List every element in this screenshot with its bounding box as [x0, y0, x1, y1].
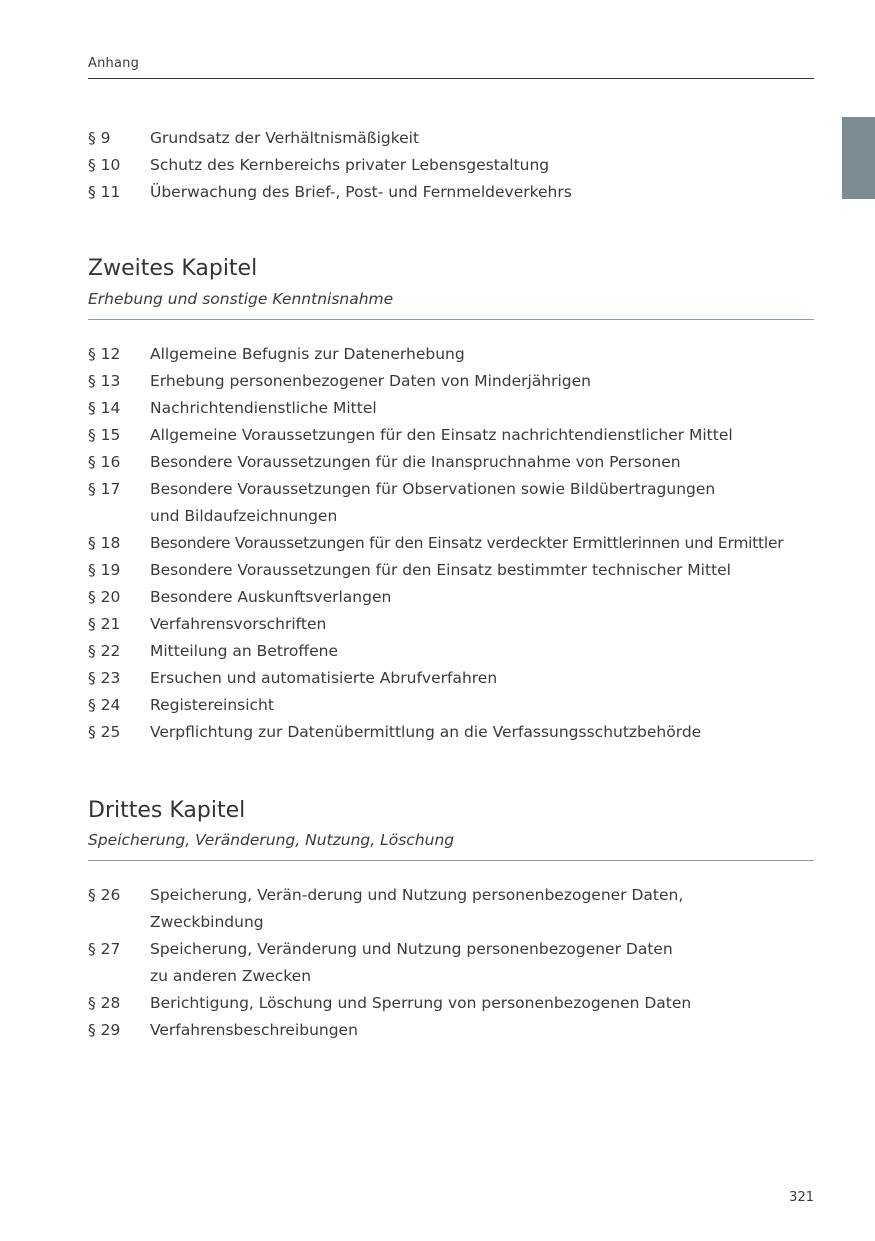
- toc-item-line: Verfahrensvorschriften: [150, 615, 327, 633]
- toc-item-number: § 9: [88, 129, 111, 147]
- toc-item: [88, 1017, 814, 1044]
- toc-item-number: § 17: [88, 480, 121, 498]
- toc-item-text: [150, 125, 814, 152]
- toc-item-text: [150, 882, 814, 936]
- toc-item-number: § 18: [88, 534, 121, 552]
- chapter-subtitle: Erhebung und sonstige Kenntnisnahme: [88, 290, 394, 308]
- chapter-title: Drittes Kapitel: [88, 798, 246, 823]
- toc-item-text: [150, 611, 814, 638]
- toc-item: [88, 422, 814, 449]
- chapter-subtitle: Speicherung, Veränderung, Nutzung, Löschung: [88, 831, 455, 849]
- toc-item: [88, 557, 814, 584]
- toc-item-line: Zweckbindung: [150, 913, 264, 931]
- toc-item-text: [150, 368, 814, 395]
- toc-item-line: Besondere Voraussetzungen für die Inanspruchnahme von Personen: [150, 453, 681, 471]
- toc-item: [88, 395, 814, 422]
- toc-item-text: [150, 395, 814, 422]
- toc-item-number: § 27: [88, 940, 121, 958]
- toc-item-line: Registereinsicht: [150, 696, 274, 714]
- toc-item-number: § 21: [88, 615, 121, 633]
- toc-item-text: [150, 422, 814, 449]
- toc-item-line: Allgemeine Befugnis zur Datenerhebung: [150, 345, 465, 363]
- toc-item-number: § 16: [88, 453, 121, 471]
- toc-item-number: § 12: [88, 345, 121, 363]
- toc-block-chapter-2: [88, 341, 814, 746]
- toc-item-number: § 26: [88, 886, 121, 904]
- page-number: 321: [789, 1190, 814, 1205]
- toc-item-number: § 13: [88, 372, 121, 390]
- chapter-title: Zweites Kapitel: [88, 256, 258, 281]
- toc-item: [88, 936, 814, 990]
- toc-item: [88, 341, 814, 368]
- toc-item: [88, 179, 814, 206]
- toc-item-line: Verfahrensbeschreibungen: [150, 1021, 358, 1039]
- toc-item-line: Besondere Voraussetzungen für den Einsatz verdeckter Ermittlerinnen und Ermittler: [150, 534, 784, 552]
- toc-block-intro: [88, 125, 814, 206]
- toc-item-number: § 10: [88, 156, 121, 174]
- toc-item-text: [150, 665, 814, 692]
- chapter-rule: [88, 860, 814, 861]
- toc-item-line: Besondere Auskunftsverlangen: [150, 588, 392, 606]
- toc-item: [88, 584, 814, 611]
- toc-item-line: Speicherung, Veränderung und Nutzung personenbezogener Daten: [150, 940, 673, 958]
- toc-item-line: Berichtigung, Löschung und Sperrung von personenbezogenen Daten: [150, 994, 692, 1012]
- toc-item-number: § 25: [88, 723, 121, 741]
- toc-item-text: [150, 476, 814, 530]
- toc-item-line: Besondere Voraussetzungen für den Einsatz bestimmter technischer Mittel: [150, 561, 731, 579]
- toc-item-text: [150, 936, 814, 990]
- toc-item-number: § 28: [88, 994, 121, 1012]
- toc-item-line: Erhebung personenbezogener Daten von Minderjährigen: [150, 372, 591, 390]
- chapter-rule: [88, 319, 814, 320]
- running-header: Anhang: [88, 56, 140, 71]
- toc-item: [88, 368, 814, 395]
- toc-item: [88, 530, 814, 557]
- toc-item: [88, 692, 814, 719]
- toc-item-line: Besondere Voraussetzungen für Observationen sowie Bildübertragungen: [150, 480, 716, 498]
- toc-item-text: [150, 1017, 814, 1044]
- toc-item-line: Überwachung des Brief-, Post- und Fernmeldeverkehrs: [150, 183, 572, 201]
- toc-item: [88, 665, 814, 692]
- toc-item: [88, 449, 814, 476]
- toc-item-text: [150, 719, 814, 746]
- toc-item-number: § 24: [88, 696, 121, 714]
- toc-item: [88, 719, 814, 746]
- header-rule: [88, 78, 814, 79]
- toc-item: [88, 990, 814, 1017]
- toc-item-line: Nachrichtendienstliche Mittel: [150, 399, 377, 417]
- toc-item-text: [150, 179, 814, 206]
- toc-item: [88, 638, 814, 665]
- toc-item-text: [150, 341, 814, 368]
- toc-item-line: zu anderen Zwecken: [150, 967, 312, 985]
- toc-item-text: [150, 638, 814, 665]
- toc-item-line: Schutz des Kernbereichs privater Lebensgestaltung: [150, 156, 550, 174]
- toc-item-text: [150, 530, 814, 557]
- toc-item-text: [150, 584, 814, 611]
- toc-item-line: Verpflichtung zur Datenübermittlung an die Verfassungsschutzbehörde: [150, 723, 702, 741]
- toc-item-number: § 20: [88, 588, 121, 606]
- toc-item: [88, 611, 814, 638]
- chapter-tab-marker: [842, 117, 875, 199]
- toc-item-number: § 23: [88, 669, 121, 687]
- toc-item: [88, 125, 814, 152]
- toc-item-text: [150, 449, 814, 476]
- toc-item: [88, 152, 814, 179]
- toc-item-text: [150, 152, 814, 179]
- toc-item-line: Allgemeine Voraussetzungen für den Einsatz nachrichtendienstlicher Mittel: [150, 426, 733, 444]
- toc-item-number: § 11: [88, 183, 121, 201]
- toc-item: [88, 882, 814, 936]
- toc-item-line: Ersuchen und automatisierte Abrufverfahren: [150, 669, 498, 687]
- toc-item-number: § 19: [88, 561, 121, 579]
- toc-item-number: § 14: [88, 399, 121, 417]
- toc-item-text: [150, 557, 814, 584]
- toc-item-number: § 15: [88, 426, 121, 444]
- toc-item-line: Speicherung, Verän-derung und Nutzung personenbezogener Daten,: [150, 886, 684, 904]
- toc-item: [88, 476, 814, 530]
- toc-item-text: [150, 692, 814, 719]
- toc-item-line: Grundsatz der Verhältnismäßigkeit: [150, 129, 420, 147]
- toc-item-line: Mitteilung an Betroffene: [150, 642, 338, 660]
- toc-item-text: [150, 990, 814, 1017]
- toc-item-number: § 22: [88, 642, 121, 660]
- toc-block-chapter-3: [88, 882, 814, 1044]
- toc-item-line: und Bildaufzeichnungen: [150, 507, 338, 525]
- toc-item-number: § 29: [88, 1021, 121, 1039]
